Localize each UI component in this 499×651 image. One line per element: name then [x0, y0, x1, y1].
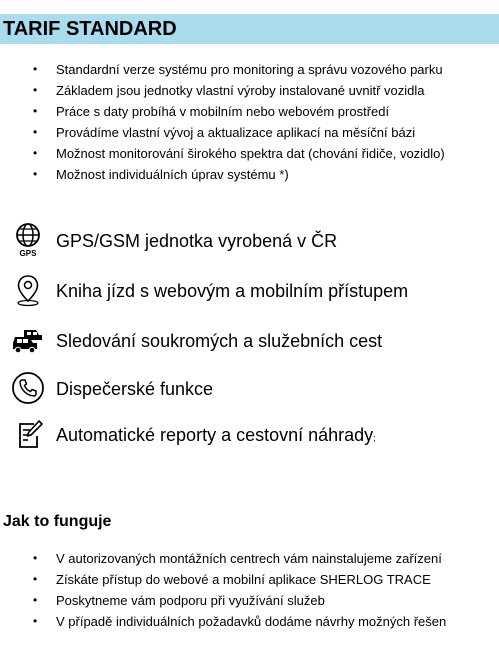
list-item-text: Práce s daty probíhá v mobilním nebo webovém prostředí — [56, 104, 390, 119]
list-item — [0, 59, 499, 80]
feature-gps-unit — [0, 222, 499, 262]
feature-reports — [0, 416, 499, 456]
bullet-dot: • — [33, 167, 38, 181]
feature-logbook — [0, 272, 499, 312]
list-item-text: V autorizovaných montážních centrech vám nainstalujeme zařízení — [56, 551, 442, 566]
feature-bullet-list — [0, 59, 499, 185]
list-item-text: Možnost individuálních úprav systému *) — [56, 167, 289, 182]
list-item — [0, 143, 499, 164]
feature-trip-tracking — [0, 322, 499, 362]
list-item — [0, 611, 499, 632]
feature-text — [56, 424, 376, 449]
bullet-dot: • — [33, 125, 38, 139]
section-title-how-it-works: Jak to funguje — [3, 513, 112, 530]
map-pin-icon — [10, 272, 46, 308]
cars-icon — [10, 322, 46, 358]
list-item-text: Poskytneme vám podporu při využívání služeb — [56, 593, 325, 608]
list-item — [0, 122, 499, 143]
page-title: TARIF STANDARD — [0, 14, 499, 44]
list-item — [0, 164, 499, 185]
bullet-dot: • — [33, 614, 38, 628]
bullet-dot: • — [33, 551, 38, 565]
feature-text: Dispečerské funkce — [56, 379, 214, 399]
gps-icon-label: GPS — [19, 249, 37, 258]
list-item — [0, 548, 499, 569]
phone-icon — [10, 370, 46, 406]
gps-globe-icon — [10, 222, 46, 258]
bullet-dot: • — [33, 593, 38, 607]
feature-text: Sledování soukromých a služebních cest — [56, 331, 383, 351]
list-item-text: Možnost monitorování širokého spektra dat (chování řidiče, vozidlo) — [56, 146, 445, 161]
list-item-text: Získáte přístup do webové a mobilní aplikace SHERLOG TRACE — [56, 572, 431, 587]
bullet-dot: • — [33, 83, 38, 97]
how-it-works-list — [0, 548, 499, 632]
feature-text: Kniha jízd s webovým a mobilním přístupem — [56, 281, 409, 301]
feature-text: GPS/GSM jednotka vyrobená v ČR — [56, 231, 338, 251]
list-item — [0, 590, 499, 611]
list-item-text: V případě individuálních požadavků dodáme návrhy možných řešen — [56, 614, 447, 629]
bullet-dot: • — [33, 146, 38, 160]
list-item — [0, 569, 499, 590]
list-item-text: Provádíme vlastní vývoj a aktualizace aplikací na měsíční bázi — [56, 125, 416, 140]
bullet-dot: • — [33, 572, 38, 586]
list-item-text: Standardní verze systému pro monitoring a správu vozového parku — [56, 62, 443, 77]
list-item-text: Základem jsou jednotky vlastní výroby instalované uvnitř vozidla — [56, 83, 425, 98]
list-item — [0, 101, 499, 122]
feature-text-main: Automatické reporty a cestovní náhrady — [56, 425, 374, 445]
edit-document-icon — [10, 416, 46, 452]
bullet-dot: • — [33, 104, 38, 118]
feature-text-tail: ; — [373, 433, 376, 443]
bullet-dot: • — [33, 62, 38, 76]
list-item — [0, 80, 499, 101]
feature-dispatch — [0, 370, 499, 410]
